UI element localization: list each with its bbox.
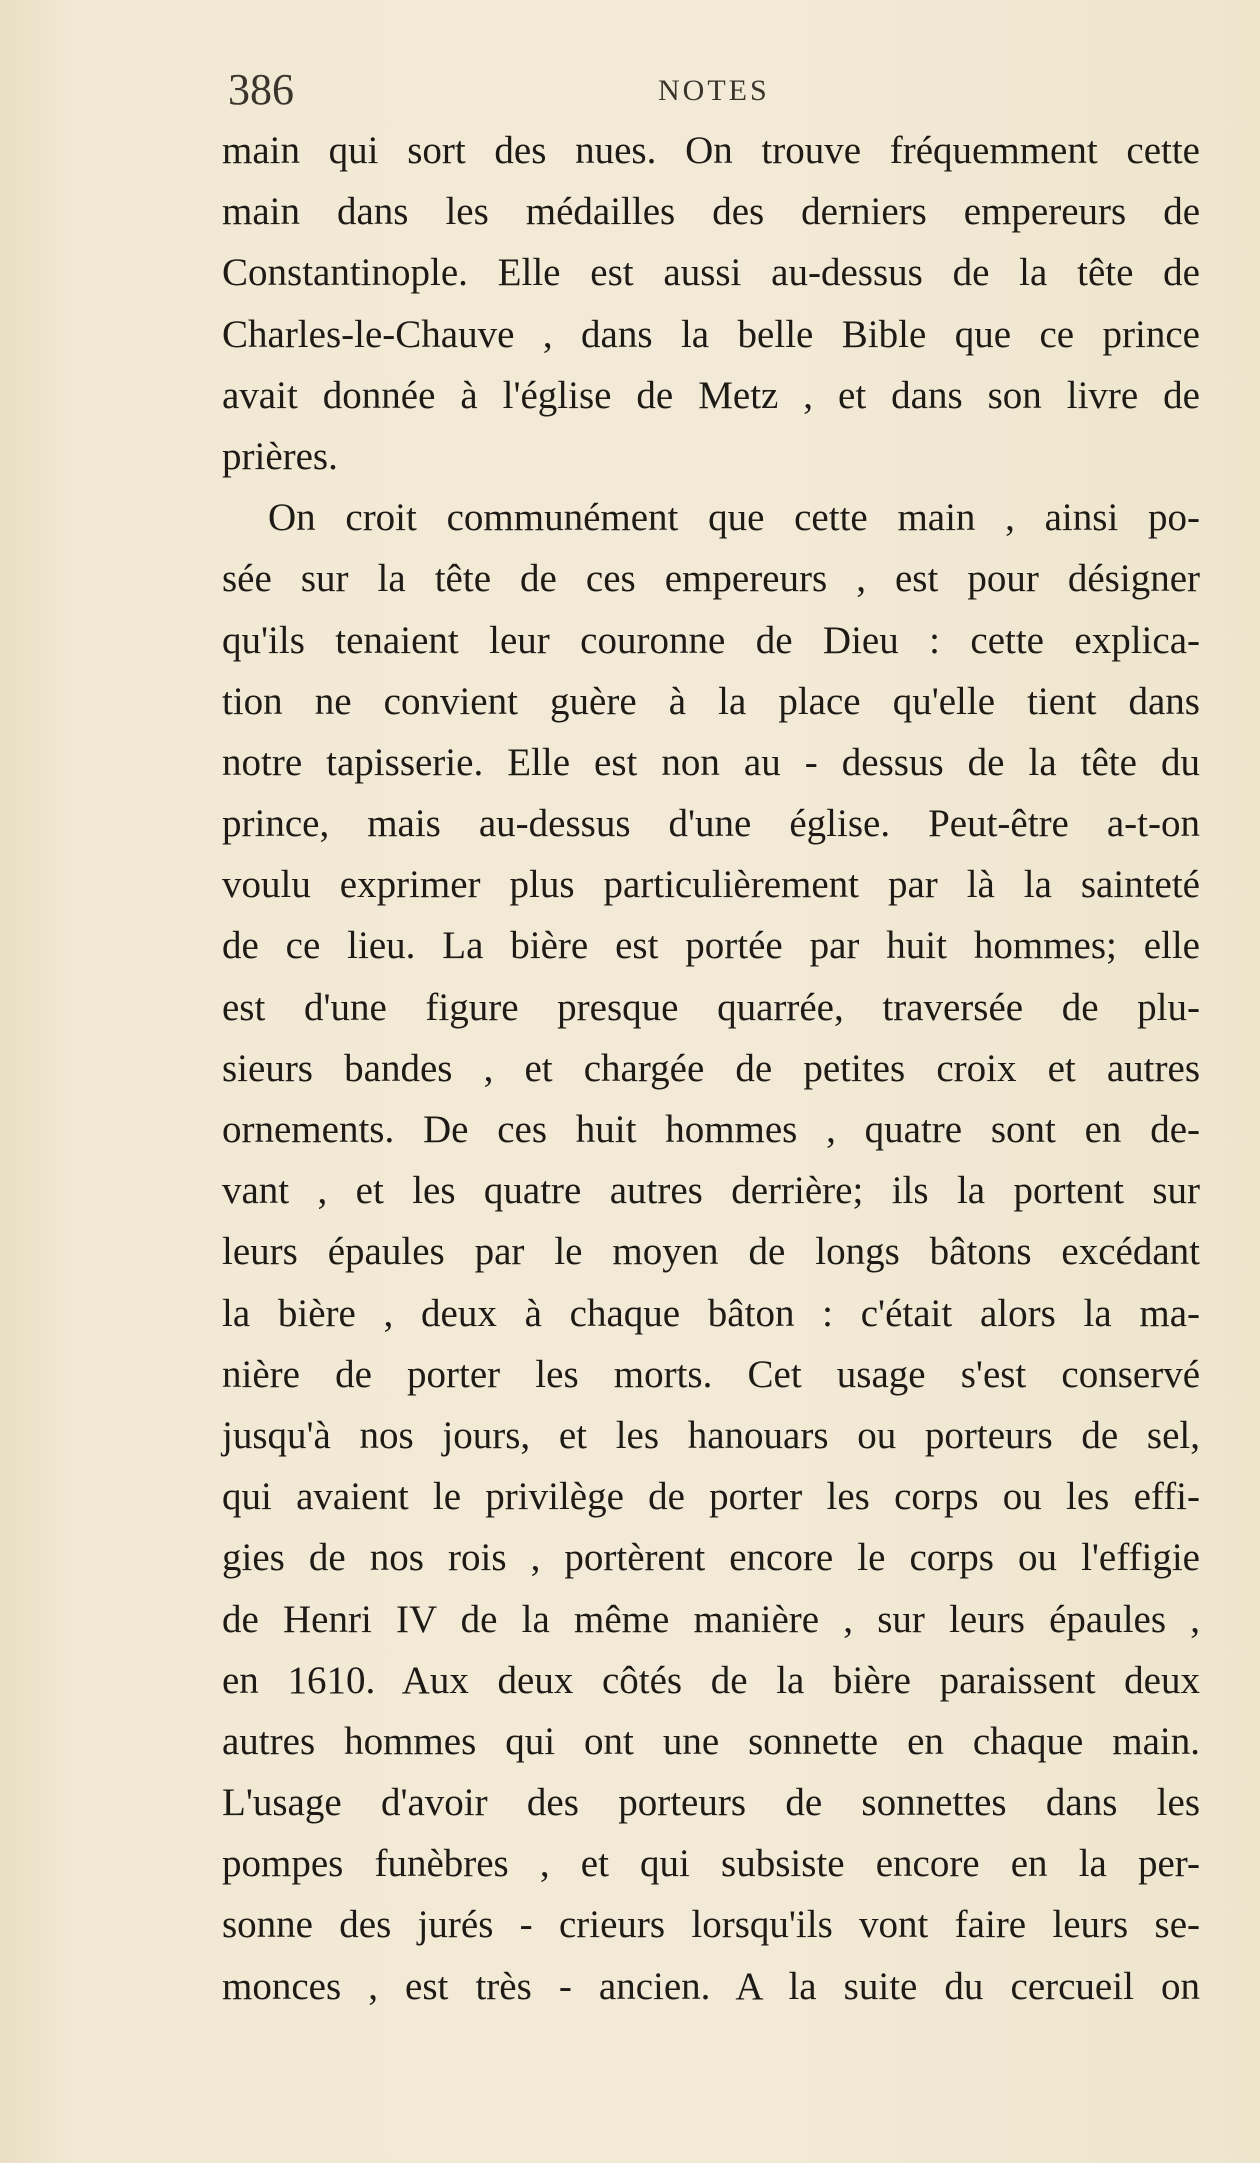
text-line: L'usage d'avoir des porteurs de sonnettes dans les (222, 1781, 1200, 1825)
text-line: notre tapisserie. Elle est non au - dessus de la tête du (222, 740, 1200, 784)
text-line: de Henri IV de la même manière , sur leurs épaules , (222, 1597, 1200, 1641)
text-line: tion ne convient guère à la place qu'elle tient dans (222, 679, 1200, 723)
text-line: pompes funèbres , et qui subsiste encore en la per- (222, 1842, 1200, 1886)
text-line: monces , est très - ancien. A la suite du cercueil on (222, 1964, 1200, 2008)
text-line: Constantinople. Elle est aussi au-dessus de la tête de (222, 251, 1200, 295)
text-line: nière de porter les morts. Cet usage s'est conservé (222, 1352, 1200, 1396)
text-line: prince, mais au-dessus d'une église. Peut-être a-t-on (222, 802, 1200, 846)
text-line: jusqu'à nos jours, et les hanouars ou porteurs de sel, (222, 1413, 1200, 1457)
running-head: NOTES (658, 74, 770, 107)
text-line: autres hommes qui ont une sonnette en chaque main. (222, 1719, 1200, 1763)
text-line: gies de nos rois , portèrent encore le corps ou l'effigie (222, 1536, 1200, 1580)
text-line: est d'une figure presque quarrée, traversée de plu- (222, 985, 1200, 1029)
body-text (222, 120, 1200, 2017)
text-line: main dans les médailles des derniers empereurs de (222, 190, 1200, 234)
text-line: vant , et les quatre autres derrière; ils la portent sur (222, 1169, 1200, 1213)
text-line: la bière , deux à chaque bâton : c'était alors la ma- (222, 1291, 1200, 1335)
page-header (228, 60, 1188, 120)
text-line: sée sur la tête de ces empereurs , est pour désigner (222, 557, 1200, 601)
text-line: avait donnée à l'église de Metz , et dans son livre de (222, 373, 1200, 417)
text-line: leurs épaules par le moyen de longs bâtons excédant (222, 1230, 1200, 1274)
text-line: ornements. De ces huit hommes , quatre sont en de- (222, 1108, 1200, 1151)
page-number: 386 (228, 65, 294, 114)
text-line: sieurs bandes , et chargée de petites croix et autres (222, 1046, 1200, 1090)
text-line: voulu exprimer plus particulièrement par là la sainteté (222, 863, 1200, 907)
text-line: Charles-le-Chauve , dans la belle Bible que ce prince (222, 312, 1200, 356)
text-line: On croit communément que cette main , ainsi po- (268, 496, 1200, 540)
text-line: de ce lieu. La bière est portée par huit hommes; elle (222, 924, 1200, 968)
text-line: main qui sort des nues. On trouve fréquemment cette (222, 129, 1200, 172)
text-line: qu'ils tenaient leur couronne de Dieu : cette explica- (222, 618, 1200, 662)
text-line: qui avaient le privilège de porter les corps ou les effi- (222, 1475, 1200, 1519)
text-line: prières. (222, 434, 338, 478)
text-line: en 1610. Aux deux côtés de la bière paraissent deux (222, 1658, 1200, 1702)
text-line: sonne des jurés - crieurs lorsqu'ils vont faire leurs se- (222, 1903, 1200, 1947)
